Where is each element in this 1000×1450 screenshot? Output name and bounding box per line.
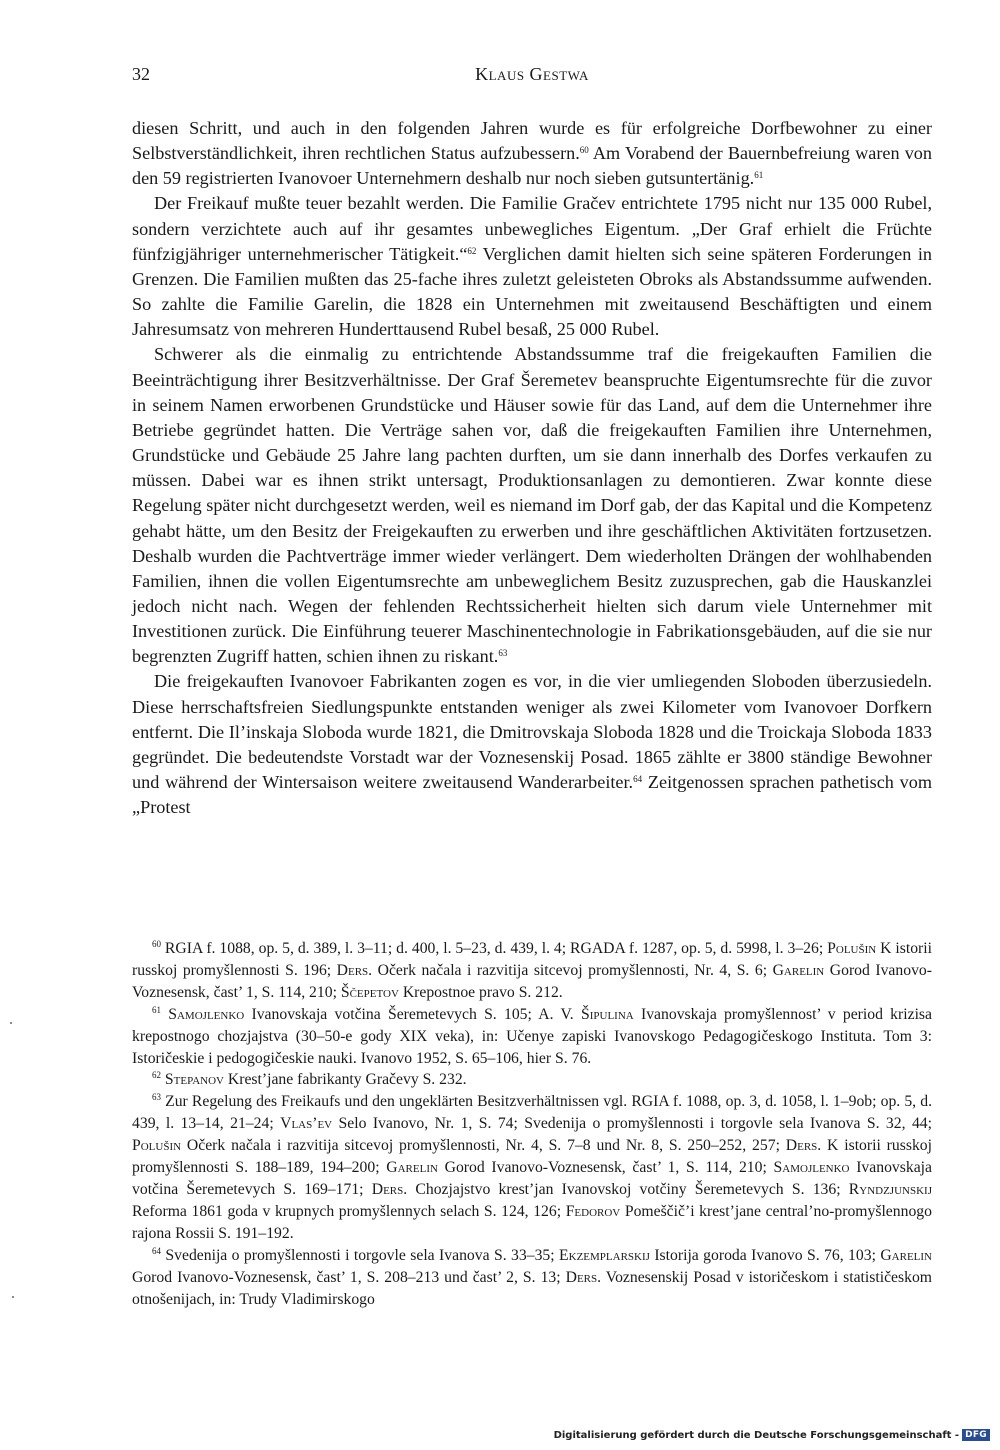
footnote: $^{64}$ Svedenija o promyšlennosti i torgovle sela Ivanova S. 33–35; Ekzemplarskij Istorija goroda Ivanovo S. 76, 103; Garelin Gorod Ivanovo-Voznesensk, čast’ 1, S. 208–213 und čast’ 2, S. 13; Ders. Voznesenskij Posad v istoričeskom i statističeskom otnošenijach, in: Trudy Vladimirskogo [132, 1245, 932, 1308]
paragraph: Die freigekauften Ivanovoer Fabrikanten zogen es vor, in die vier umliegenden Sloboden überzusiedeln. Diese herrschaftsfreien Siedlungspunkte entstanden weniger als zwei Kilometer vom Ivanovoer Dorfkern entfernt. Die Il’inskaja Sloboda wurde 1821, die Dmitrovskaja Sloboda 1828 und die Troickaja Sloboda 1833 gegründet. Die bedeutendste Vorstadt war der Voznesenskij Posad. 1865 zählte er 3800 ständige Bewohner und während der Wintersaison weitere zweitausend Wanderarbeiter.$^{64}$ Zeitgenossen sprachen pathetisch vom „Protest [132, 671, 932, 818]
page-number: 32 [132, 64, 150, 84]
footnote: $^{60}$ RGIA f. 1088, op. 5, d. 389, l. 3–11; d. 400, l. 5–23, d. 439, l. 4; RGADA f. 1287, op. 5, d. 5998, l. 3–26; Polušin K istorii russkoj promyšlennosti S. 196; Ders. Očerk načala i razvitija sitcevoj promyšlennosti, Nr. 4, S. 6; Garelin Gorod Ivanovo-Voznesensk, čast’ 1, S. 114, 210; Ščepetov Krepostnoe pravo S. 212. [132, 939, 932, 1001]
body-text [132, 116, 932, 820]
footnotes [132, 938, 932, 1310]
dfg-logo: DFG [962, 1429, 990, 1441]
page-header [132, 64, 932, 88]
footnote: $^{62}$ Stepanov Krest’jane fabrikanty Gračevy S. 232. [152, 1070, 467, 1089]
scan-speck [12, 1296, 14, 1298]
credit-text: Digitalisierung gefördert durch die Deutsche Forschungsgemeinschaft - [553, 1429, 960, 1441]
paragraph: Der Freikauf mußte teuer bezahlt werden. Die Familie Gračev entrichtete 1795 nicht nur 135 000 Rubel, sondern verzichtete auch auf ihr gesamtes unbewegliches Eigentum. „Der Graf erhielt die Früchte fünfzigjähriger unternehmerischer Tätigkeit.“$^{62}$ Verglichen damit hielten sich seine späteren Forderungen in Grenzen. Die Familien mußten das 25-fache ihres zuletzt geleisteten Obroks als Abstandssumme aufwenden. So zahlte die Familie Garelin, die 1828 ein Unternehmen mit zweitausend Beschäftigten und einem Jahresumsatz von mehreren Hunderttausend Rubel besaß, 25 000 Rubel. [132, 193, 932, 340]
digitization-credit [554, 1426, 990, 1444]
paragraph: diesen Schritt, und auch in den folgenden Jahren wurde es für erfolgreiche Dorfbewohner zu einer Selbstverständlichkeit, ihren rechtlichen Status aufzubessern.$^{60}$ Am Vorabend der Bauernbefreiung waren von den 59 registrierten Ivanovoer Unternehmern deshalb nur noch sieben gutsuntertänig.$^{61}$ [132, 118, 932, 189]
paragraph: Schwerer als die einmalig zu entrichtende Abstandssumme traf die freigekauften Familien die Beeinträchtigung ihrer Besitzverhältnisse. Der Graf Šeremetev beanspruchte Eigentumsrechte für die zuvor in seinem Namen erworbenen Grundstücke und Häuser sowie für das Land, auf dem die Unternehmer ihre Betriebe gegründet hatten. Die Verträge sahen vor, daß die freigekauften Familien ihre Unternehmen, Grundstücke und Gebäude 25 Jahre lang pachten durften, um sie dann innerhalb des Dorfes verkaufen zu müssen. Dabei war es ihnen strikt untersagt, Produktionsanlagen zu demontieren. Zwar konnte diese Regelung später nicht durchgesetzt werden, weil es niemand im Dorf gab, der das Kapital und die Kompetenz gehabt hätte, um den Besitz der Freigekauften zu erwerben und ihre geschäftlichen Aktivitäten fortzusetzen. Deshalb wurden die Pachtverträge immer wieder verlängert. Dem wiederholten Drängen der wohlhabenden Familien, ihnen die vollen Eigentumsrechte am unbeweglichem Besitz zuzusprechen, gab die Hauskanzlei jedoch nicht nach. Wegen der fehlenden Rechtssicherheit hielten sich darum viele Unternehmer mit Investitionen zurück. Die Einführung teuerer Maschinentechnologie in Fabrikationsgebäuden, auf die sie nur begrenzten Zugriff hatten, schien ihnen zu riskant.$^{63}$ [132, 344, 932, 667]
footnote: $^{63}$ Zur Regelung des Freikaufs und den ungeklärten Besitzverhältnissen vgl. RGIA f. 1088, op. 3, d. 1058, l. 1–9ob; op. 5, d. 439, l. 13–14, 21–24; Vlas’ev Selo Ivanovo, Nr. 1, S. 74; Svedenija o promyšlennosti i torgovle sela Ivanova S. 32, 44; Polušin Očerk načala i razvitija sitcevoj promyšlennosti, Nr. 4, S. 7–8 und Nr. 8, S. 250–252, 257; Ders. K istorii russkoj promyšlennosti S. 188–189, 194–200; Garelin Gorod Ivanovo-Voznesensk, čast’ 1, S. 114, 210; Samojlenko Ivanovskaja votčina Šeremetevych S. 169–171; Ders. Chozjajstvo krest’jan Ivanovskoj votčiny Šeremetevych S. 136; Ryndzjunskij Reforma 1861 goda v krupnych promyšlennych selach S. 124, 126; Fedorov Pomeščič’i krest’jane central’no-promyšlennogo rajona Rossii S. 191–192. [132, 1092, 933, 1242]
scan-speck [10, 1022, 12, 1024]
running-head: Klaus Gestwa [475, 64, 589, 84]
footnote: $^{61}$ Samojlenko Ivanovskaja votčina Šeremetevych S. 105; A. V. Šipulina Ivanovskaja promyšlennost’ v period krizisa krepostnogo chozjajstva (30–50-e gody XIX veka), in: Učenye zapiski Ivanovskogo Pedagogičeskogo Instituta. Tom 3: Istoričeskie i pedogogičeskie nauki. Ivanovo 1952, S. 65–106, hier S. 76. [132, 1004, 933, 1067]
